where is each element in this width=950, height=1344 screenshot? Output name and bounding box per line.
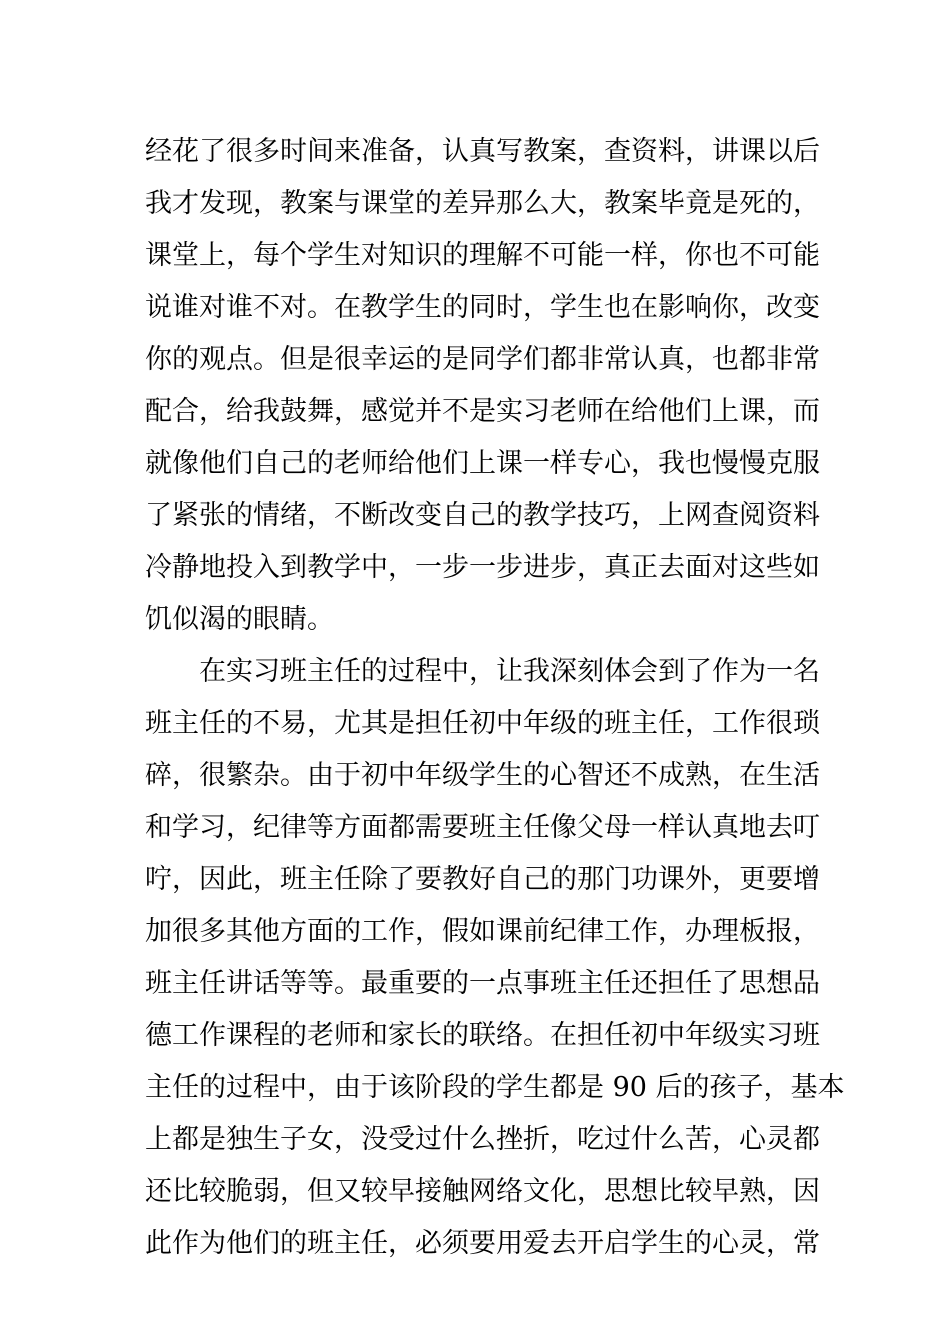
text-line: 说谁对谁不对。在教学生的同时，学生也在影响你，改变 bbox=[145, 292, 820, 323]
text-line: 和学习，纪律等方面都需要班主任像父母一样认真地去叮 bbox=[145, 812, 820, 843]
text-line: 加很多其他方面的工作，假如课前纪律工作，办理板报， bbox=[145, 916, 820, 947]
text-line: 主任的过程中，由于该阶段的学生都是 90 后的孩子，基本 bbox=[145, 1072, 845, 1103]
text-line: 咛，因此，班主任除了要教好自己的那门功课外，更要增 bbox=[145, 864, 820, 895]
text-line: 就像他们自己的老师给他们上课一样专心，我也慢慢克服 bbox=[145, 448, 820, 479]
text-line: 配合，给我鼓舞，感觉并不是实习老师在给他们上课，而 bbox=[145, 396, 820, 427]
text-line: 德工作课程的老师和家长的联络。在担任初中年级实习班 bbox=[145, 1020, 820, 1051]
text-line: 我才发现，教案与课堂的差异那么大，教案毕竟是死的， bbox=[145, 188, 820, 219]
text-line: 了紧张的情绪，不断改变自己的教学技巧，上网查阅资料 bbox=[145, 500, 820, 531]
text-line: 班主任的不易，尤其是担任初中年级的班主任，工作很琐 bbox=[145, 708, 820, 739]
text-line: 在实习班主任的过程中，让我深刻体会到了作为一名 bbox=[199, 656, 820, 687]
text-line: 课堂上，每个学生对知识的理解不可能一样，你也不可能 bbox=[145, 240, 820, 271]
text-line: 经花了很多时间来准备，认真写教案，查资料，讲课以后 bbox=[145, 136, 820, 167]
text-line: 饥似渴的眼睛。 bbox=[145, 604, 334, 635]
text-line: 上都是独生子女，没受过什么挫折，吃过什么苦，心灵都 bbox=[145, 1124, 820, 1155]
text-line: 你的观点。但是很幸运的是同学们都非常认真，也都非常 bbox=[145, 344, 820, 375]
text-line: 还比较脆弱，但又较早接触网络文化，思想比较早熟，因 bbox=[145, 1176, 820, 1207]
text-line: 班主任讲话等等。最重要的一点事班主任还担任了思想品 bbox=[145, 968, 820, 999]
text-line: 冷静地投入到教学中，一步一步进步，真正去面对这些如 bbox=[145, 552, 820, 583]
document-body bbox=[145, 126, 845, 1270]
paragraph-1 bbox=[145, 126, 820, 646]
paragraph-2 bbox=[145, 646, 845, 1270]
text-line: 碎，很繁杂。由于初中年级学生的心智还不成熟，在生活 bbox=[145, 760, 820, 791]
text-line: 此作为他们的班主任，必须要用爱去开启学生的心灵，常 bbox=[145, 1228, 820, 1259]
